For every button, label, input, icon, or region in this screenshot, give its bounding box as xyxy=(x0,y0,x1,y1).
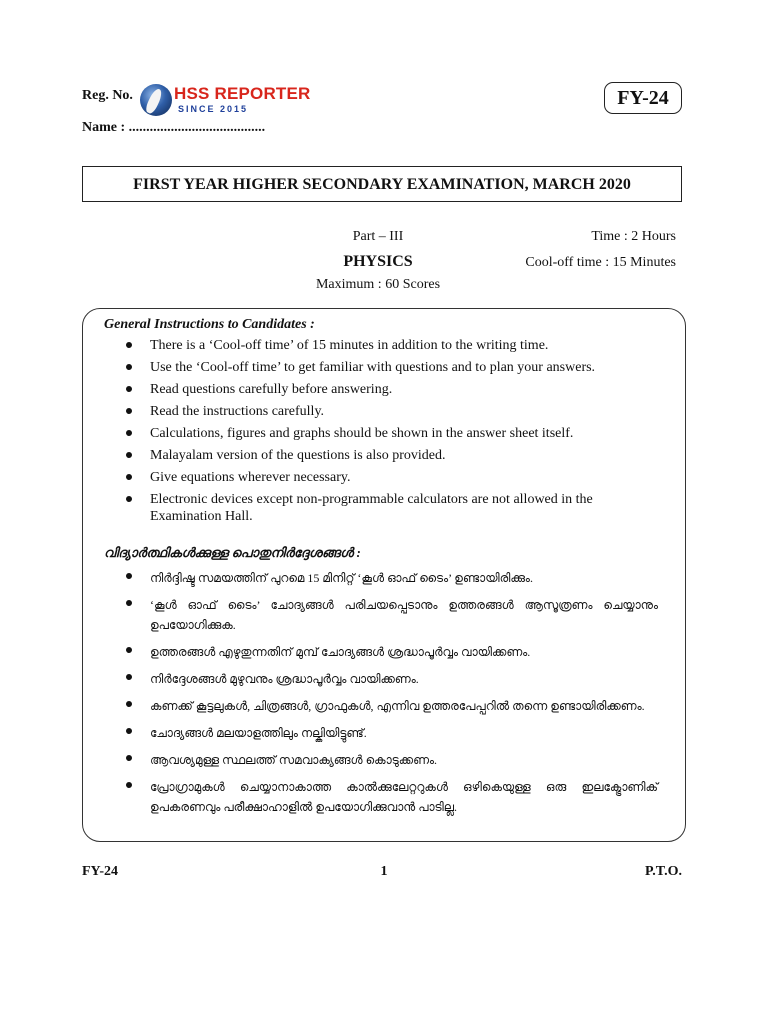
reg-no-label: Reg. No. xyxy=(82,88,133,103)
english-instructions-list xyxy=(126,337,666,530)
list-item: പ്രോഗ്രാമുകൾ ചെയ്യാനാകാത്ത കാൽക്കുലേറ്ററുകൾ ഒഴികെയുള്ള ഒരു ഇലക്ട്രോണിക് ഉപകരണവും പരീക്ഷാഹാളിൽ ഉപയോഗിക്കുവാൻ പാടില്ല. xyxy=(126,777,658,817)
list-item: നിർദ്ദേശങ്ങൾ മുഴുവനും ശ്രദ്ധാപൂർവ്വം വായിക്കണം. xyxy=(126,669,658,689)
malayalam-instructions-list xyxy=(126,568,658,824)
list-item: There is a ‘Cool-off time’ of 15 minutes in addition to the writing time. xyxy=(126,337,666,354)
list-item: Use the ‘Cool-off time’ to get familiar with questions and to plan your answers. xyxy=(126,359,666,376)
exam-title: FIRST YEAR HIGHER SECONDARY EXAMINATION, MARCH 2020 xyxy=(82,166,682,202)
globe-icon xyxy=(140,84,172,116)
name-label: Name : ....................................... xyxy=(82,120,266,135)
logo-title: HSS REPORTER xyxy=(174,84,311,103)
list-item: Electronic devices except non-programmable calculators are not allowed in the Examination Hall. xyxy=(126,491,666,525)
page-number: 1 xyxy=(380,864,388,879)
cool-off-time: Cool-off time : 15 Minutes xyxy=(525,255,676,270)
exam-time: Time : 2 Hours xyxy=(591,229,676,244)
list-item: ചോദ്യങ്ങൾ മലയാളത്തിലും നല്കിയിട്ടുണ്ട്. xyxy=(126,723,658,743)
list-item: Read questions carefully before answering. xyxy=(126,381,666,398)
list-item: ആവശ്യമുള്ള സ്ഥലത്ത് സമവാക്യങ്ങൾ കൊടുക്കണം. xyxy=(126,750,658,770)
list-item: ‘കൂൾ ഓഫ് ടൈം’ ചോദ്യങ്ങൾ പരിചയപ്പെടാനും ഉത്തരങ്ങൾ ആസൂത്രണം ചെയ്യാനും ഉപയോഗിക്കുക. xyxy=(126,595,658,635)
list-item: Calculations, figures and graphs should be shown in the answer sheet itself. xyxy=(126,425,666,442)
max-score: Maximum : 60 Scores xyxy=(315,277,441,292)
pto-label: P.T.O. xyxy=(645,864,682,879)
malayalam-instructions-heading: വിദ്യാർത്ഥികൾക്കുള്ള പൊതുനിർദ്ദേശങ്ങൾ : xyxy=(104,545,361,560)
paper-code-box: FY-24 xyxy=(604,82,682,114)
exam-subject: PHYSICS xyxy=(343,253,413,270)
hss-reporter-logo xyxy=(140,82,311,122)
footer-paper-code: FY-24 xyxy=(82,864,119,879)
list-item: ഉത്തരങ്ങൾ എഴുതുന്നതിന് മുമ്പ് ചോദ്യങ്ങൾ ശ്രദ്ധാപൂർവ്വം വായിക്കണം. xyxy=(126,642,658,662)
list-item: നിർദ്ദിഷ്ട സമയത്തിന് പുറമെ 15 മിനിറ്റ് ‘കൂൾ ഓഫ് ടൈം’ ഉണ്ടായിരിക്കും. xyxy=(126,568,658,588)
list-item: Malayalam version of the questions is also provided. xyxy=(126,447,666,464)
exam-part: Part – III xyxy=(352,229,404,244)
list-item: Give equations wherever necessary. xyxy=(126,469,666,486)
list-item: കണക്ക് കൂട്ടലുകൾ, ചിത്രങ്ങൾ, ഗ്രാഫുകൾ, എന്നിവ ഉത്തരപേപ്പറിൽ തന്നെ ഉണ്ടായിരിക്കണം. xyxy=(126,696,658,716)
instructions-heading: General Instructions to Candidates : xyxy=(104,317,315,332)
list-item: Read the instructions carefully. xyxy=(126,403,666,420)
logo-subtitle: SINCE 2015 xyxy=(178,104,249,114)
